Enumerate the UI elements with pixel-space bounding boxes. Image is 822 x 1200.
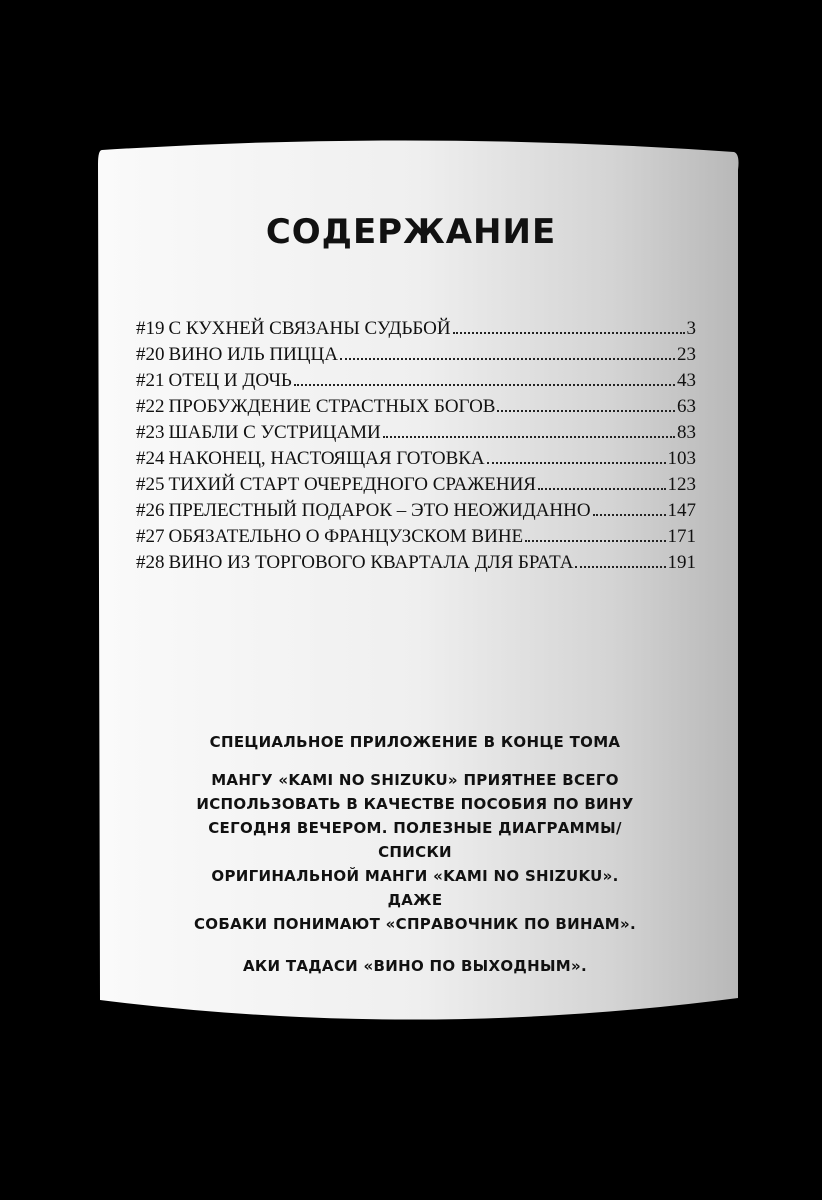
toc-entry [136,498,696,524]
chapter-number: #27 [136,526,165,547]
toc-entry [136,550,696,576]
chapter-title: ШАБЛИ С УСТРИЦАМИ [168,422,381,443]
page-number: 171 [667,526,696,547]
chapter-title: ПРЕЛЕСТНЫЙ ПОДАРОК – ЭТО НЕОЖИДАННО [168,500,591,521]
dot-leader [340,342,675,360]
chapter-number: #26 [136,500,165,521]
toc-entry [136,524,696,550]
page-number: 123 [667,474,696,495]
appendix-heading: СПЕЦИАЛЬНОЕ ПРИЛОЖЕНИЕ В КОНЦЕ ТОМА [209,733,621,751]
appendix-line: ИСПОЛЬЗОВАТЬ В КАЧЕСТВЕ ПОСОБИЯ ПО ВИНУ [196,795,634,813]
chapter-number: #28 [136,552,165,573]
chapter-number: #22 [136,396,165,417]
chapter-number: #23 [136,422,165,443]
appendix-body [190,768,640,936]
dot-leader [538,472,666,490]
page-number: 3 [686,318,696,339]
table-of-contents [136,316,696,576]
page-number: 83 [677,422,696,443]
dot-leader [453,316,685,334]
chapter-title: ПРОБУЖДЕНИЕ СТРАСТНЫХ БОГОВ [168,396,496,417]
page-number: 63 [677,396,696,417]
chapter-title: ОБЯЗАТЕЛЬНО О ФРАНЦУЗСКОМ ВИНЕ [168,526,524,547]
appendix-line: МАНГУ «KAMI NO SHIZUKU» ПРИЯТНЕЕ ВСЕГО [211,771,619,789]
appendix-footer: АКИ ТАДАСИ «ВИНО ПО ВЫХОДНЫМ». [242,957,588,975]
chapter-title: ВИНО ИЗ ТОРГОВОГО КВАРТАЛА ДЛЯ БРАТА [168,552,574,573]
dot-leader [593,498,666,516]
chapter-title: ОТЕЦ И ДОЧЬ [168,370,292,391]
dot-leader [487,446,666,464]
chapter-number: #21 [136,370,165,391]
toc-entry [136,472,696,498]
page-number: 103 [667,448,696,469]
dot-leader [525,524,665,542]
page-title: СОДЕРЖАНИЕ [265,212,557,252]
chapter-title: ВИНО ИЛЬ ПИЦЦА [168,344,338,365]
appendix-line: СОБАКИ ПОНИМАЮТ «СПРАВОЧНИК ПО ВИНАМ». [194,915,636,933]
dot-leader [383,420,675,438]
chapter-title: ТИХИЙ СТАРТ ОЧЕРЕДНОГО СРАЖЕНИЯ [168,474,536,495]
chapter-title: С КУХНЕЙ СВЯЗАНЫ СУДЬБОЙ [168,318,451,339]
toc-entry [136,446,696,472]
page-number: 147 [667,500,696,521]
page-number: 23 [677,344,696,365]
page-number: 191 [667,552,696,573]
toc-entry [136,420,696,446]
appendix-section [190,730,640,978]
chapter-number: #24 [136,448,165,469]
page-number: 43 [677,370,696,391]
appendix-line: ОРИГИНАЛЬНОЙ МАНГИ «KAMI NO SHIZUKU». ДАЖЕ [211,867,619,909]
appendix-line: СЕГОДНЯ ВЕЧЕРОМ. ПОЛЕЗНЫЕ ДИАГРАММЫ/СПИСКИ [208,819,622,861]
dot-leader [575,550,665,568]
chapter-title: НАКОНЕЦ, НАСТОЯЩАЯ ГОТОВКА [168,448,485,469]
chapter-number: #25 [136,474,165,495]
dot-leader [294,368,675,386]
toc-entry [136,342,696,368]
toc-entry [136,368,696,394]
toc-entry [136,394,696,420]
chapter-number: #19 [136,318,165,339]
chapter-number: #20 [136,344,165,365]
toc-entry [136,316,696,342]
dot-leader [497,394,675,412]
